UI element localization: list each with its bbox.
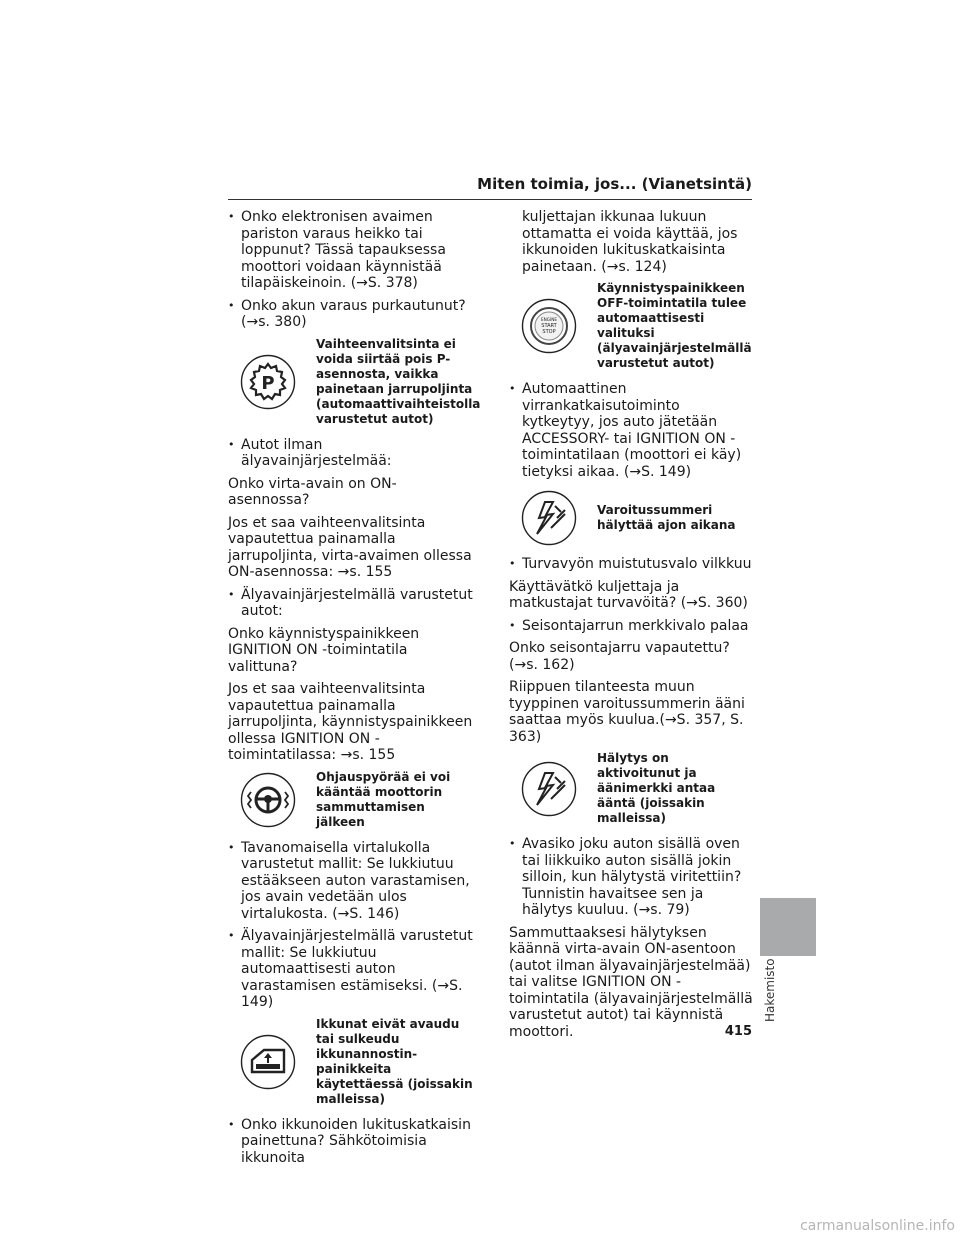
paragraph: Sammuttaaksesi hälytyksen käännä virta-avain ON-asentoon (autot ilman älyavainjärjestelmää) tai valitse IGNITION ON -toimintatila (älyavainjärjestelmällä varustetut autot) tai käynnistä moottori. (509, 924, 753, 1040)
symptom-title: Varoitussummeri hälyttää ajon aikana (597, 503, 736, 532)
symptom-title: Ikkunat eivät avaudu tai sulkeudu ikkunannostin-painikkeita käytettäessä (joissakin malleissa) (316, 1016, 473, 1106)
paragraph: Riippuen tilanteesta muun tyyppinen varoitussummerin ääni saattaa myös kuulua.(→S. 357, S. 363) (509, 679, 745, 745)
symptom-steering (228, 770, 473, 830)
engine-label: ENGINE (540, 317, 558, 322)
symptom-title: Hälytys on aktivoitunut ja äänimerkki antaa ääntä (joissakin malleissa) (597, 751, 716, 825)
paragraph: Jos et saa vaihteenvalitsinta vapautettua painamalla jarrupoljinta, käynnistyspainikkeen ollessa IGNITION ON -toimintatilassa: →s. 155 (228, 681, 473, 763)
power-window-icon (240, 1034, 296, 1090)
bullet-item: • Älyavainjärjestelmällä varustetut autot: (228, 587, 473, 620)
paragraph: Jos et saa vaihteenvalitsinta vapautettua painamalla jarrupoljinta, virta-avaimen ollessa ON-asennossa: →s. 155 (228, 514, 472, 580)
bullet-item: • Seisontajarrun merkkivalo palaa (509, 618, 755, 635)
paragraph: kuljettajan ikkunaa lukuun ottamatta ei voida käyttää, jos ikkunoiden lukituskatkaisinta painetaan. (→s. 124) (522, 209, 738, 275)
bullet-item: • Automaattinen virrankatkaisutoiminto kytkeytyy, jos auto jätetään ACCESSORY- tai IGNITION ON -toimintatilaan (moottori ei käy) tietyksi aikaa. (→S. 149) (509, 381, 755, 480)
paragraph: Onko virta-avain on ON-asennossa? (228, 475, 397, 508)
gear-p-icon (240, 354, 296, 410)
symptom-title: Käynnistyspainikkeen OFF-toimintatila tulee automaattisesti valituksi (älyavainjärjestelmällä varustetut autot) (597, 281, 752, 370)
left-column (228, 209, 481, 1172)
paragraph: Onko käynnistyspainikkeen IGNITION ON -toimintatila valittuna? (228, 625, 420, 675)
alarm-buzzer-icon (521, 761, 577, 817)
buzzer-icon (521, 490, 577, 546)
watermark: carmanualsonline.info (800, 1218, 955, 1234)
steering-lock-icon (240, 772, 296, 828)
bullet-item: • Turvavyön muistutusvalo vilkkuu (509, 556, 755, 573)
bullet-item: • Älyavainjärjestelmällä varustetut mallit: Se lukkiutuu automaattisesti auton varastamisen estämiseksi. (→S. 149) (228, 928, 473, 1011)
page-number: 415 (724, 1024, 752, 1039)
bullet-item: • Avasiko joku auton sisällä oven tai liikkuiko auton sisällä jokin silloin, kun hälytystä viritettiin? Tunnistin havaitsee sen ja hälytys kuuluu. (→s. 79) (509, 836, 755, 919)
svg-text:P: P (261, 372, 275, 394)
bullet-item: • Tavanomaisella virtalukolla varustetut mallit: Se lukkiutuu estääkseen auton varastamisen, jos avain vedetään ulos virtalukosta. (→S. 146) (228, 840, 473, 923)
bullet-item: • Onko elektronisen avaimen pariston varaus heikko tai loppunut? Tässä tapauksessa moottori voidaan käynnistää tilapäiskeinoin. (→S. 378) (228, 209, 473, 292)
engine-start-button-icon (521, 298, 577, 354)
symptom-alarm (509, 751, 755, 826)
symptom-shift-lever (228, 336, 481, 427)
bullet-item: • Autot ilman älyavainjärjestelmää: (228, 437, 473, 470)
bullet-item: • Onko ikkunoiden lukituskatkaisin painettuna? Sähkötoimisia ikkunoita (228, 1117, 473, 1167)
bullet-item: • Onko akun varaus purkautunut? (→s. 380) (228, 298, 473, 331)
start-label: START (541, 323, 557, 329)
section-tab (760, 898, 816, 956)
stop-label: STOP (542, 329, 556, 335)
section-tab-label: Hakemisto (763, 958, 777, 1022)
symptom-title: Vaihteenvalitsinta ei voida siirtää pois P-asennosta, vaikka painetaan jarrupoljinta (automaattivaihteistolla varustetut autot) (316, 336, 481, 426)
paragraph: Onko seisontajarru vapautettu? (→s. 162) (509, 640, 730, 673)
paragraph: Käyttävätkö kuljettaja ja matkustajat turvavöitä? (→S. 360) (509, 578, 748, 611)
symptom-auto-off (509, 281, 755, 371)
symptom-title: Ohjauspyörää ei voi kääntää moottorin sammuttamisen jälkeen (316, 769, 451, 829)
page-header: Miten toimia, jos... (Vianetsintä) (228, 175, 752, 200)
right-column (509, 209, 755, 1046)
symptom-windows (228, 1017, 473, 1107)
symptom-buzzer (509, 490, 755, 546)
